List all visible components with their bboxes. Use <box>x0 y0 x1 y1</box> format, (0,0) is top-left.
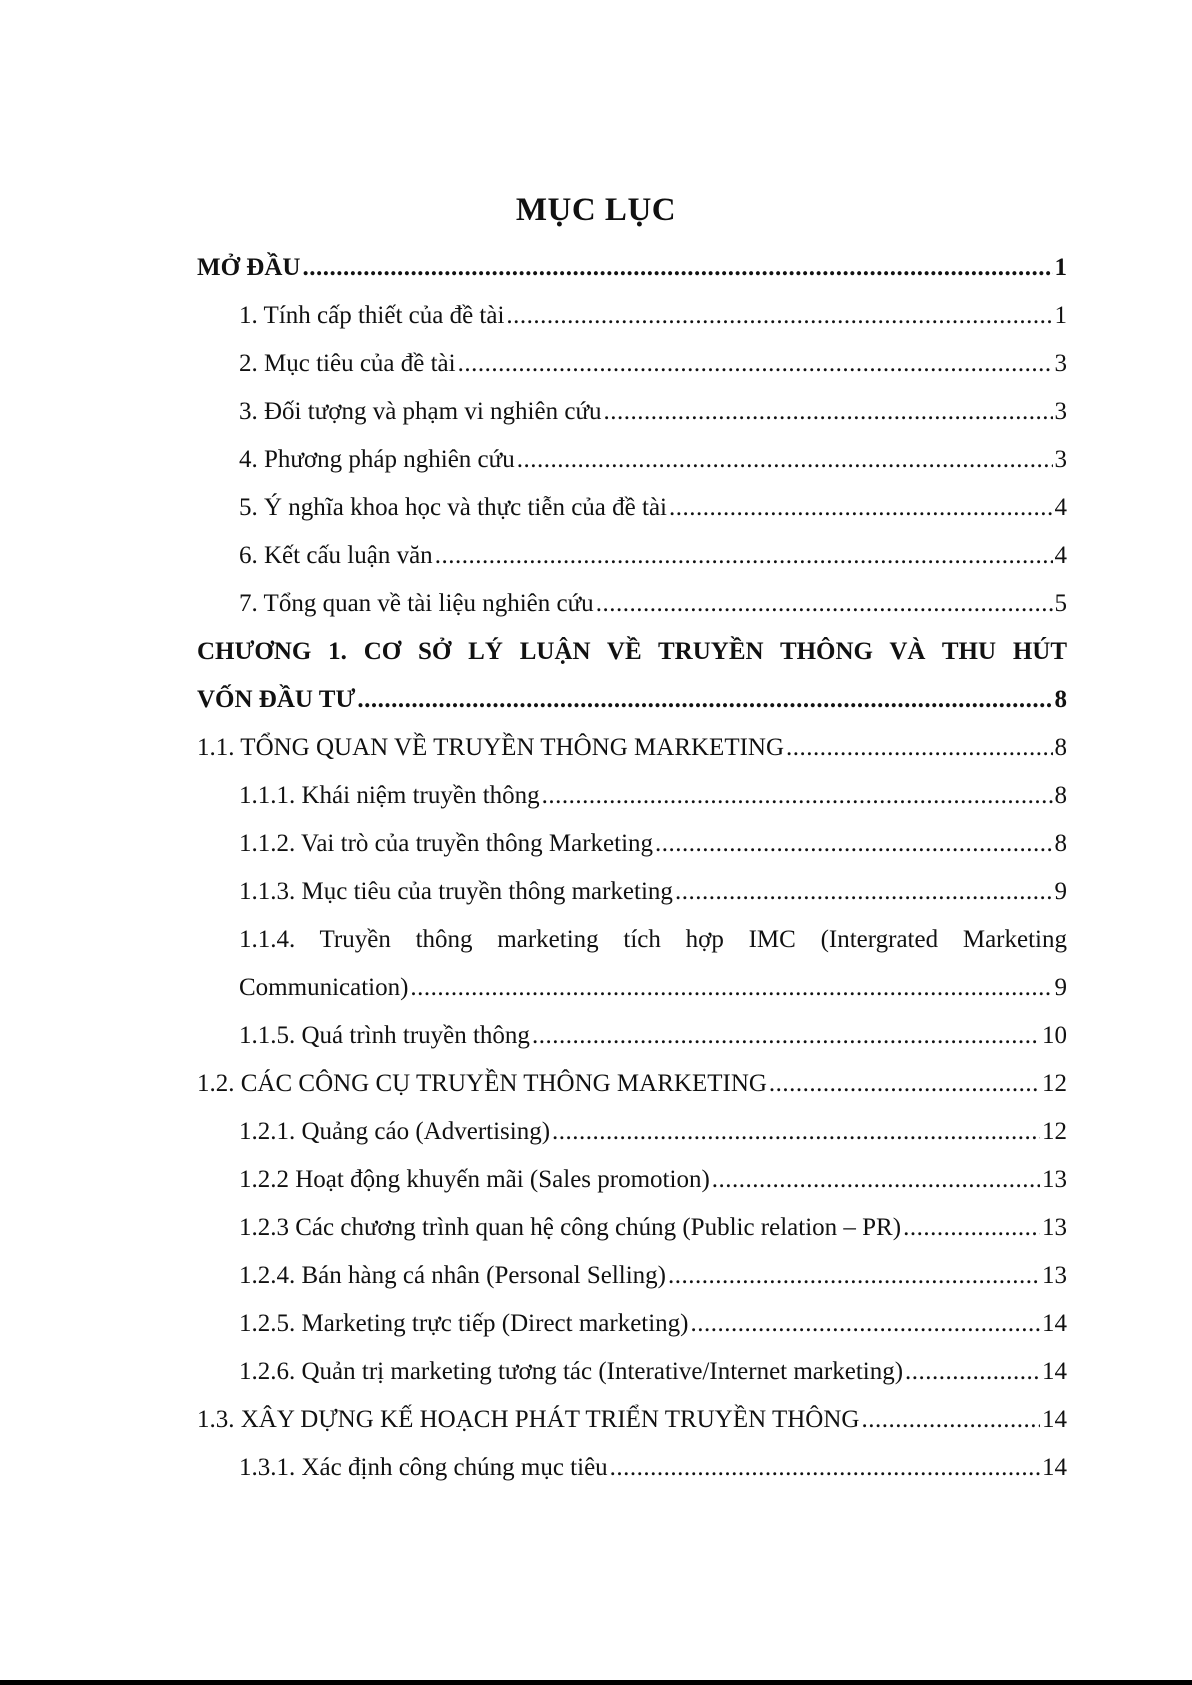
toc-entry[interactable] <box>197 820 1067 868</box>
toc-entry[interactable] <box>197 436 1067 484</box>
toc-entry[interactable] <box>197 724 1067 772</box>
toc-leader-dots <box>769 1060 1040 1108</box>
toc-leader-dots <box>357 676 1052 724</box>
toc-entry-page: 4 <box>1054 494 1067 521</box>
toc-entry-page: 8 <box>1054 782 1067 809</box>
toc-leader-dots <box>517 436 1053 484</box>
toc-leader-dots <box>458 340 1053 388</box>
toc-entry-page: 8 <box>1054 686 1067 713</box>
toc-entry-label: 1.1. TỔNG QUAN VỀ TRUYỀN THÔNG MARKETING <box>197 734 785 761</box>
toc-entry-label: 1.1.2. Vai trò của truyền thông Marketing <box>239 830 654 857</box>
toc-entry-label: 1.1.4. Truyền thông marketing tích hợp IMC (Intergrated Marketing <box>239 926 1067 953</box>
toc-entry[interactable] <box>197 868 1067 916</box>
toc-leader-dots <box>610 1444 1040 1492</box>
toc-entry[interactable] <box>197 676 1067 724</box>
toc-entry-page: 3 <box>1054 398 1067 425</box>
toc-entry-page: 12 <box>1042 1070 1067 1097</box>
toc-entry-wrapped-line[interactable] <box>197 916 1067 964</box>
toc-entry[interactable] <box>197 1300 1067 1348</box>
toc-entry-page: 3 <box>1054 446 1067 473</box>
toc-entry-page: 8 <box>1054 734 1067 761</box>
toc-entry-page: 1 <box>1054 254 1067 281</box>
toc-entry[interactable] <box>197 1108 1067 1156</box>
toc-entry[interactable] <box>197 1156 1067 1204</box>
toc-entry-label: 2. Mục tiêu của đề tài <box>239 350 456 377</box>
toc-leader-dots <box>786 724 1052 772</box>
toc-entry[interactable] <box>197 532 1067 580</box>
toc-entry-label: VỐN ĐẦU TƯ <box>197 686 356 713</box>
toc-leader-dots <box>668 1252 1040 1300</box>
toc-entry-label: 1.2.6. Quản trị marketing tương tác (Interative/Internet marketing) <box>239 1358 904 1385</box>
toc-entry-label: 1.2.2 Hoạt động khuyến mãi (Sales promotion) <box>239 1166 710 1193</box>
toc-entry-label: 1.2.1. Quảng cáo (Advertising) <box>239 1118 551 1145</box>
toc-entry[interactable] <box>197 1252 1067 1300</box>
toc-entry-label: CHƯƠNG 1. CƠ SỞ LÝ LUẬN VỀ TRUYỀN THÔNG VÀ THU HÚT <box>197 638 1067 665</box>
toc-entry[interactable] <box>197 340 1067 388</box>
toc-entry-label: 5. Ý nghĩa khoa học và thực tiễn của đề tài <box>239 494 667 521</box>
toc-entry-label: 1.2.3 Các chương trình quan hệ công chúng (Public relation – PR) <box>239 1214 902 1241</box>
toc-leader-dots <box>691 1300 1040 1348</box>
toc-leader-dots <box>435 532 1053 580</box>
toc-leader-dots <box>410 964 1052 1012</box>
toc-entry-page: 8 <box>1054 830 1067 857</box>
toc-entry-page: 13 <box>1042 1166 1067 1193</box>
toc-entry-page: 9 <box>1054 878 1067 905</box>
toc-entry[interactable] <box>197 1396 1067 1444</box>
toc-entry[interactable] <box>197 772 1067 820</box>
page-bottom-edge <box>0 1680 1192 1685</box>
toc-entry-label: 7. Tổng quan về tài liệu nghiên cứu <box>239 590 594 617</box>
toc-entry-page: 10 <box>1042 1022 1067 1049</box>
toc-entry[interactable] <box>197 1348 1067 1396</box>
toc-entry[interactable] <box>197 580 1067 628</box>
toc-entry-chapter-line[interactable] <box>197 628 1067 676</box>
toc-entry-label: 1.3. XÂY DỰNG KẾ HOẠCH PHÁT TRIỂN TRUYỀN THÔNG <box>197 1406 860 1433</box>
toc-entry-label: Communication) <box>239 974 409 1001</box>
toc-entry[interactable] <box>197 1012 1067 1060</box>
toc-entry-label: 4. Phương pháp nghiên cứu <box>239 446 515 473</box>
toc-entry-page: 13 <box>1042 1214 1067 1241</box>
toc-entry-label: 6. Kết cấu luận văn <box>239 542 433 569</box>
toc-leader-dots <box>712 1156 1040 1204</box>
toc-entry-page: 14 <box>1042 1310 1067 1337</box>
page-title: MỤC LỤC <box>515 192 677 228</box>
toc-entry-page: 9 <box>1054 974 1067 1001</box>
toc-entry-label: 1. Tính cấp thiết của đề tài <box>239 302 505 329</box>
toc-entry[interactable] <box>197 388 1067 436</box>
toc-entry-label: 1.1.5. Quá trình truyền thông <box>239 1022 530 1049</box>
toc-entry[interactable] <box>197 1444 1067 1492</box>
toc-entry-page: 14 <box>1042 1454 1067 1481</box>
toc-entry[interactable] <box>197 484 1067 532</box>
toc-leader-dots <box>596 580 1053 628</box>
toc-leader-dots <box>552 1108 1040 1156</box>
toc-entry-label: 1.1.1. Khái niệm truyền thông <box>239 782 540 809</box>
toc-entry-page: 13 <box>1042 1262 1067 1289</box>
toc-entry-page: 3 <box>1054 350 1067 377</box>
toc-entry-label: 1.2.4. Bán hàng cá nhân (Personal Selling) <box>239 1262 666 1289</box>
toc-leader-dots <box>302 244 1052 292</box>
toc-leader-dots <box>542 772 1053 820</box>
toc-entry-page: 14 <box>1042 1358 1067 1385</box>
toc-leader-dots <box>604 388 1053 436</box>
toc-leader-dots <box>905 1348 1040 1396</box>
toc-leader-dots <box>675 868 1053 916</box>
toc-leader-dots <box>655 820 1052 868</box>
toc-entry[interactable] <box>197 244 1067 292</box>
toc-leader-dots <box>861 1396 1040 1444</box>
toc-entry-label: MỞ ĐẦU <box>197 254 301 281</box>
toc-entry-label: 1.1.3. Mục tiêu của truyền thông marketing <box>239 878 673 905</box>
toc-entry[interactable] <box>197 964 1067 1012</box>
toc-entry[interactable] <box>197 292 1067 340</box>
toc-entry[interactable] <box>197 1204 1067 1252</box>
toc-entry-page: 14 <box>1042 1406 1067 1433</box>
toc-leader-dots <box>532 1012 1040 1060</box>
toc-entry-page: 5 <box>1054 590 1067 617</box>
toc-entry[interactable] <box>197 1060 1067 1108</box>
toc-entry-page: 4 <box>1054 542 1067 569</box>
toc-entry-page: 1 <box>1054 302 1067 329</box>
toc-entry-label: 3. Đối tượng và phạm vi nghiên cứu <box>239 398 602 425</box>
toc-entry-label: 1.2.5. Marketing trực tiếp (Direct marketing) <box>239 1310 689 1337</box>
table-of-contents <box>197 244 1067 1492</box>
toc-entry-label: 1.3.1. Xác định công chúng mục tiêu <box>239 1454 608 1481</box>
toc-leader-dots <box>506 292 1052 340</box>
toc-leader-dots <box>903 1204 1040 1252</box>
toc-entry-page: 12 <box>1042 1118 1067 1145</box>
toc-entry-label: 1.2. CÁC CÔNG CỤ TRUYỀN THÔNG MARKETING <box>197 1070 767 1097</box>
toc-leader-dots <box>669 484 1053 532</box>
